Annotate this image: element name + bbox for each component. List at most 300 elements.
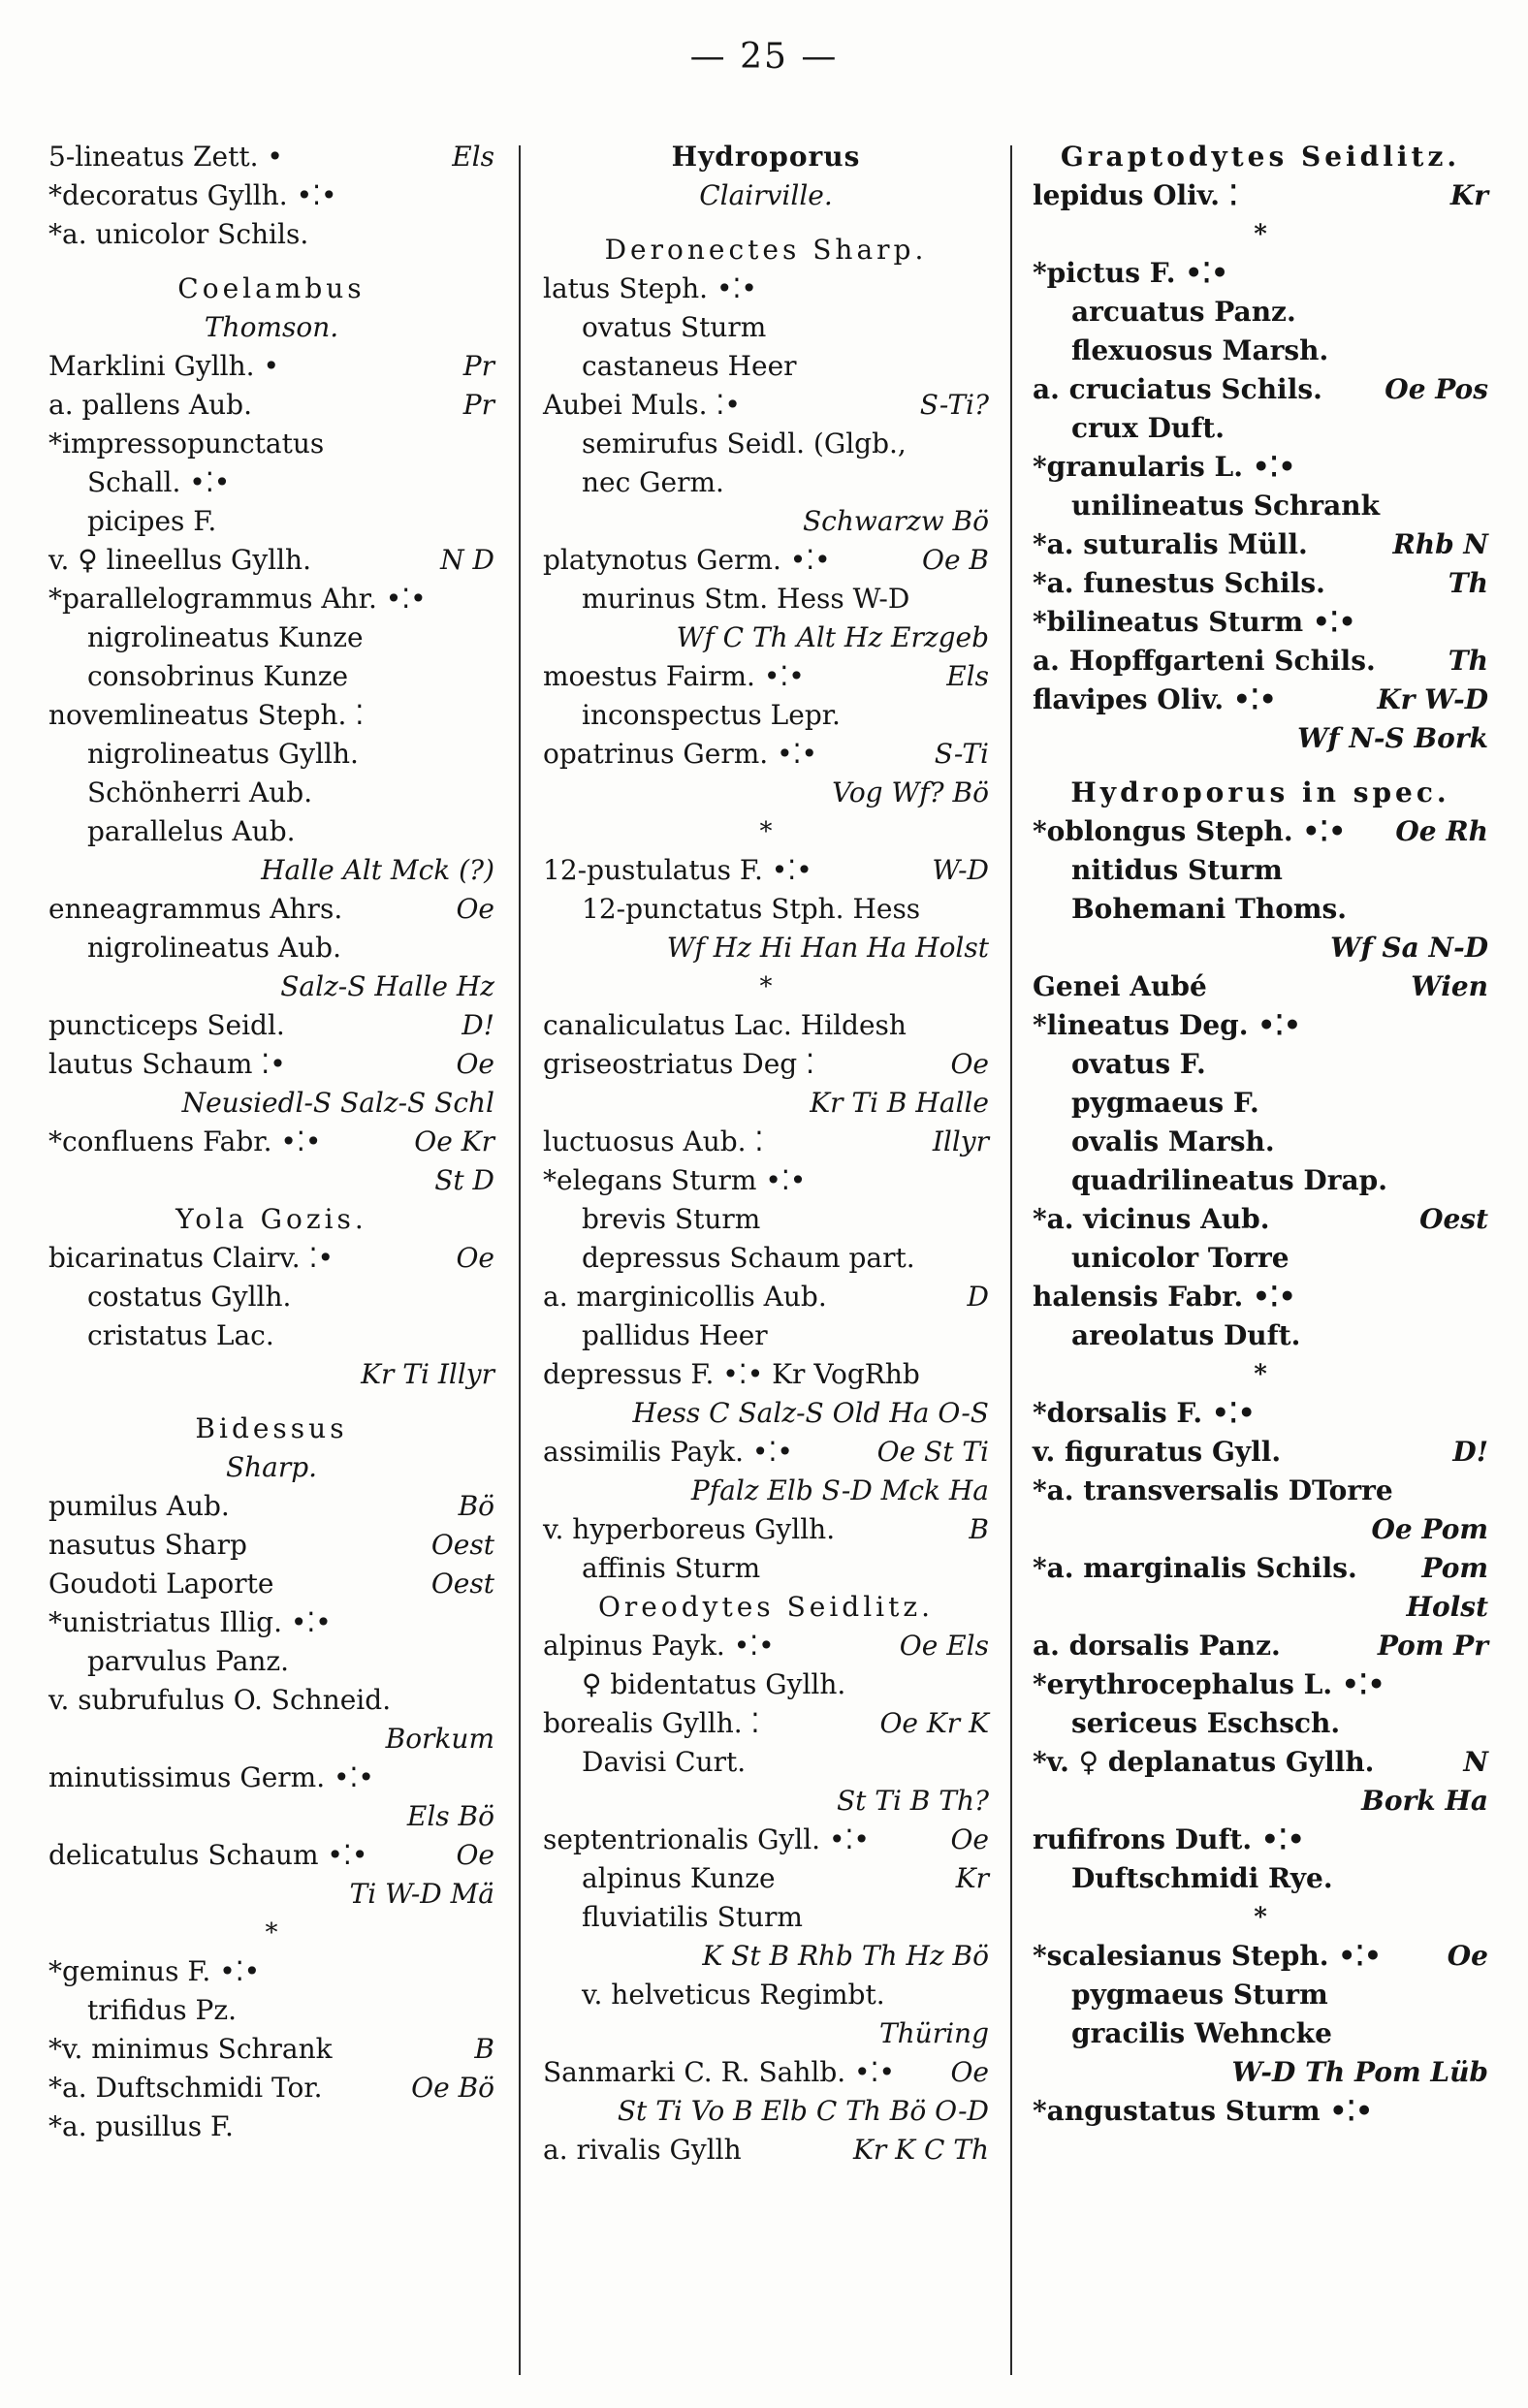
entry-line [48, 176, 494, 215]
entry-text: *pictus F. •⁚• [1033, 257, 1228, 289]
locality-abbrev: Kr W-D [1377, 683, 1488, 715]
locality-abbrev: Kr K C Th [852, 2134, 989, 2166]
entry-text: Coelambus [177, 272, 366, 304]
entry-text: Deronectes Sharp. [604, 234, 928, 266]
entry-line [543, 1821, 989, 1859]
entry-text: Hydroporus [671, 141, 861, 173]
entry-text: Salz-S Halle Hz [280, 970, 494, 1002]
entry-line [48, 1603, 494, 1642]
entry-text: 5-lineatus Zett. • [48, 141, 283, 173]
entry-text: Schönherri Aub. [87, 776, 313, 808]
entry-line [48, 1642, 494, 1681]
entry-text: flavipes Oliv. •⁚• [1033, 683, 1277, 715]
entry-line [1033, 525, 1488, 564]
entry-line [48, 735, 494, 774]
entry-line [48, 1836, 494, 1875]
entry-text: *unistriatus Illig. •⁚• [48, 1606, 332, 1638]
locality-abbrev: Pom [1421, 1552, 1488, 1584]
entry-text: semirufus Seidl. (Glgb., [582, 428, 907, 459]
entry-line [48, 1991, 494, 2030]
entry-text: unilineatus Schrank [1071, 490, 1381, 522]
entry-text: nec Germ. [582, 466, 724, 498]
entry-text: *a. pusillus F. [48, 2110, 234, 2142]
entry-line [1033, 1510, 1488, 1549]
entry-text: bicarinatus Clairv. ⁚• [48, 1242, 334, 1274]
locality-abbrev: Oe [456, 1048, 494, 1080]
locality-abbrev: Kr [1449, 179, 1488, 211]
entry-text: puncticeps Seidl. [48, 1009, 285, 1041]
entry-line [543, 1394, 989, 1433]
entry-line [48, 308, 494, 347]
entry-text: ovalis Marsh. [1071, 1125, 1275, 1157]
entry-text: Thüring [878, 2017, 989, 2049]
entry-text: ovatus Sturm [582, 311, 767, 343]
entry-line [48, 657, 494, 696]
entry-text: * [759, 972, 773, 1001]
entry-text: novemlineatus Steph. ⁚ [48, 699, 365, 731]
entry-line [543, 1976, 989, 2014]
entry-line [1033, 409, 1488, 448]
entry-line [543, 929, 989, 967]
separator-asterisk [543, 812, 989, 851]
entry-line [543, 618, 989, 657]
entry-text: a. Hopffgarteni Schils. [1033, 645, 1376, 677]
entry-line [48, 502, 494, 541]
column-1 [48, 138, 494, 2146]
entry-text: *confluens Fabr. •⁚• [48, 1125, 322, 1157]
entry-text: 12-punctatus Stph. Hess [582, 893, 921, 925]
entry-text: Marklini Gyllh. • [48, 350, 279, 382]
entry-line [48, 138, 494, 176]
entry-text: v. ♀ lineellus Gyllh. [48, 544, 311, 576]
entry-text: v. helveticus Regimbt. [582, 1979, 885, 2011]
entry-text: pallidus Heer [582, 1319, 768, 1351]
entry-text: nitidus Sturm [1071, 854, 1283, 886]
entry-text: *a. funestus Schils. [1033, 567, 1325, 599]
entry-line [48, 1006, 494, 1045]
entry-line [48, 774, 494, 812]
entry-line [1033, 1084, 1488, 1123]
section-heading [543, 231, 989, 269]
entry-line [1033, 1200, 1488, 1239]
entry-text: rufifrons Duft. •⁚• [1033, 1823, 1305, 1855]
entry-line [48, 1239, 494, 1278]
entry-text: affinis Sturm [582, 1552, 761, 1584]
entry-line [543, 1472, 989, 1510]
entry-line [1033, 642, 1488, 681]
locality-abbrev: B [969, 1513, 989, 1545]
column-divider-right [1010, 145, 1012, 2375]
locality-abbrev: Oest [430, 1529, 494, 1561]
locality-abbrev: Oe Kr [414, 1125, 494, 1157]
locality-abbrev: D [967, 1281, 989, 1313]
locality-abbrev: Pr [462, 389, 494, 421]
entry-text: Hydroporus in spec. [1070, 776, 1450, 808]
entry-text: *scalesianus Steph. •⁚• [1033, 1940, 1382, 1972]
entry-line [48, 1526, 494, 1565]
entry-text: *a. marginalis Schils. [1033, 1552, 1357, 1584]
entry-line [1033, 681, 1488, 719]
entry-text: fluviatilis Sturm [582, 1901, 803, 1933]
entry-line [1033, 890, 1488, 929]
entry-text: *parallelogrammus Ahr. •⁚• [48, 583, 427, 615]
entry-text: nigrolineatus Gyllh. [87, 738, 359, 770]
entry-text: halensis Fabr. •⁚• [1033, 1281, 1296, 1313]
entry-line [1033, 1704, 1488, 1743]
entry-text: Halle Alt Mck (?) [261, 854, 494, 886]
entry-text: W-D Th Pom Lüb [1231, 2056, 1488, 2088]
entry-line [543, 1200, 989, 1239]
entry-line [1033, 1161, 1488, 1200]
entry-text: pumilus Aub. [48, 1490, 230, 1522]
entry-line [1033, 1394, 1488, 1433]
entry-text: * [759, 817, 773, 846]
section-heading [48, 1200, 494, 1239]
locality-abbrev: D! [462, 1009, 494, 1041]
entry-line [48, 1355, 494, 1394]
entry-line [1033, 564, 1488, 603]
entry-line [543, 2053, 989, 2092]
entry-line [543, 1627, 989, 1665]
entry-line [48, 696, 494, 735]
locality-abbrev: Oe [950, 1048, 989, 1080]
entry-text: *a. suturalis Müll. [1033, 528, 1308, 560]
entry-line [1033, 176, 1488, 215]
entry-text: pygmaeus Sturm [1071, 1979, 1328, 2011]
entry-line [543, 176, 989, 215]
entry-line [543, 774, 989, 812]
locality-abbrev: Bö [458, 1490, 494, 1522]
locality-abbrev: Oe [456, 1839, 494, 1871]
entry-text: Thomson. [204, 311, 339, 343]
entry-text: Wf N-S Bork [1297, 722, 1488, 754]
entry-text: depressus Schaum part. [582, 1242, 915, 1274]
entry-line [1033, 2092, 1488, 2131]
entry-text: moestus Fairm. •⁚• [543, 660, 805, 692]
locality-abbrev: Oe Bö [411, 2072, 494, 2104]
entry-line [543, 735, 989, 774]
entry-text: St Ti Vo B Elb C Th Bö O-D [617, 2095, 989, 2127]
entry-line [1033, 1937, 1488, 1976]
entry-line [543, 1316, 989, 1355]
entry-line [48, 967, 494, 1006]
entry-text: *v. minimus Schrank [48, 2033, 333, 2065]
entry-line [543, 2014, 989, 2053]
entry-line [1033, 929, 1488, 967]
entry-line [543, 2131, 989, 2170]
entry-line [543, 425, 989, 463]
entry-text: nigrolineatus Aub. [87, 932, 341, 964]
entry-text: enneagrammus Ahrs. [48, 893, 343, 925]
entry-text: *erythrocephalus L. •⁚• [1033, 1668, 1385, 1700]
entry-line [543, 696, 989, 735]
entry-line [543, 1665, 989, 1704]
entry-text: a. dorsalis Panz. [1033, 1630, 1281, 1662]
entry-text: *a. unicolor Schils. [48, 218, 309, 250]
separator-asterisk [543, 967, 989, 1006]
entry-line [48, 541, 494, 580]
entry-text: a. pallens Aub. [48, 389, 252, 421]
entry-line [1033, 967, 1488, 1006]
column-2 [543, 138, 989, 2170]
locality-abbrev: D! [1452, 1436, 1488, 1468]
entry-line [543, 657, 989, 696]
entry-text: Wf Hz Hi Han Ha Holst [666, 932, 989, 964]
entry-line [48, 1161, 494, 1200]
entry-line [1033, 1123, 1488, 1161]
locality-abbrev: N [1463, 1746, 1488, 1778]
entry-text: inconspectus Lepr. [582, 699, 841, 731]
locality-abbrev: W-D [932, 854, 989, 886]
spacer [1033, 758, 1488, 774]
entry-text: * [265, 1918, 278, 1948]
entry-line [48, 929, 494, 967]
entry-line [1033, 254, 1488, 293]
entry-text: St Ti B Th? [836, 1785, 989, 1817]
entry-text: Oe Pom [1371, 1513, 1488, 1545]
entry-line [1033, 1782, 1488, 1821]
entry-line [543, 851, 989, 890]
entry-line [48, 1278, 494, 1316]
locality-abbrev: Oe Pos [1385, 373, 1488, 405]
column-3 [1033, 138, 1488, 2131]
entry-text: Ti W-D Mä [349, 1878, 494, 1910]
entry-text: platynotus Germ. •⁚• [543, 544, 831, 576]
entry-text: a. marginicollis Aub. [543, 1281, 827, 1313]
entry-text: Pfalz Elb S-D Mck Ha [690, 1474, 989, 1506]
entry-line [1033, 2053, 1488, 2092]
column-divider-left [519, 145, 521, 2375]
entry-line [48, 2069, 494, 2107]
section-heading [1033, 774, 1488, 812]
entry-text: murinus Stm. Hess W-D [582, 583, 910, 615]
entry-line [1033, 370, 1488, 409]
entry-text: *impressopunctatus [48, 428, 325, 459]
entry-text: ovatus F. [1071, 1048, 1206, 1080]
locality-abbrev: Oe [1447, 1940, 1488, 1972]
entry-line [48, 1448, 494, 1487]
entry-line [543, 1355, 989, 1394]
entry-text: a. cruciatus Schils. [1033, 373, 1322, 405]
locality-abbrev: Oe [456, 893, 494, 925]
entry-line [48, 1952, 494, 1991]
entry-line [1033, 1743, 1488, 1782]
section-heading [543, 1588, 989, 1627]
entry-text: borealis Gyllh. ⁚ [543, 1707, 760, 1739]
entry-line [1033, 603, 1488, 642]
section-heading [48, 1410, 494, 1448]
entry-text: ♀ bidentatus Gyllh. [582, 1668, 846, 1700]
entry-line [48, 1316, 494, 1355]
entry-text: alpinus Kunze [582, 1862, 776, 1894]
locality-abbrev: Oe B [921, 544, 989, 576]
entry-line [543, 1549, 989, 1588]
locality-abbrev: Th [1448, 567, 1488, 599]
entry-line [1033, 851, 1488, 890]
entry-text: v. hyperboreus Gyllh. [543, 1513, 836, 1545]
entry-line [543, 1898, 989, 1937]
locality-abbrev: Els [452, 141, 494, 173]
locality-abbrev: Pr [462, 350, 494, 382]
locality-abbrev: Wien [1411, 970, 1488, 1002]
entry-line [543, 1123, 989, 1161]
entry-line [543, 2092, 989, 2131]
entry-text: Bidessus [195, 1412, 348, 1444]
entry-text: *angustatus Sturm •⁚• [1033, 2095, 1374, 2127]
entry-text: septentrionalis Gyll. •⁚• [543, 1823, 870, 1855]
entry-text: Yola Gozis. [175, 1203, 367, 1235]
entry-text: opatrinus Germ. •⁚• [543, 738, 818, 770]
entry-line [543, 1743, 989, 1782]
entry-line [1033, 332, 1488, 370]
entry-text: areolatus Duft. [1071, 1319, 1301, 1351]
entry-line [1033, 448, 1488, 487]
entry-text: *geminus F. •⁚• [48, 1955, 261, 1987]
entry-text: parallelus Aub. [87, 815, 296, 847]
locality-abbrev: S-Ti [934, 738, 989, 770]
entry-line [543, 1239, 989, 1278]
entry-text: Vog Wf? Bö [832, 776, 989, 808]
locality-abbrev: S-Ti? [919, 389, 989, 421]
entry-text: pygmaeus F. [1071, 1087, 1259, 1119]
entry-text: castaneus Heer [582, 350, 797, 382]
locality-abbrev: Th [1448, 645, 1488, 677]
entry-line [1033, 1433, 1488, 1472]
entry-line [543, 308, 989, 347]
locality-abbrev: Oe [950, 1823, 989, 1855]
entry-line [1033, 719, 1488, 758]
entry-text: luctuosus Aub. ⁚ [543, 1125, 764, 1157]
entry-line [1033, 1588, 1488, 1627]
entry-line [1033, 293, 1488, 332]
entry-text: *bilineatus Sturm •⁚• [1033, 606, 1356, 638]
separator-asterisk [1033, 215, 1488, 254]
locality-abbrev: Illyr [932, 1125, 989, 1157]
entry-text: depressus F. •⁚• Kr VogRhb [543, 1358, 920, 1390]
entry-text: *lineatus Deg. •⁚• [1033, 1009, 1301, 1041]
entry-text: a. rivalis Gyllh [543, 2134, 742, 2166]
entry-text: *elegans Sturm •⁚• [543, 1164, 807, 1196]
locality-abbrev: Oest [1419, 1203, 1488, 1235]
locality-abbrev: Oe [950, 2056, 989, 2088]
entry-text: *oblongus Steph. •⁚• [1033, 815, 1347, 847]
entry-text: delicatulus Schaum •⁚• [48, 1839, 368, 1871]
entry-line [543, 386, 989, 425]
entry-line [48, 1123, 494, 1161]
section-heading [48, 269, 494, 308]
entry-line [48, 2107, 494, 2146]
entry-line [543, 502, 989, 541]
entry-line [48, 463, 494, 502]
locality-abbrev: Oe Kr K [879, 1707, 989, 1739]
entry-line [48, 1875, 494, 1914]
entry-line [543, 1084, 989, 1123]
entry-line [543, 138, 989, 176]
entry-text: Sharp. [225, 1451, 318, 1483]
entry-line [543, 1704, 989, 1743]
entry-line [543, 1161, 989, 1200]
entry-line [1033, 1239, 1488, 1278]
entry-line [543, 1433, 989, 1472]
entry-line [543, 1006, 989, 1045]
locality-abbrev: Oe Rh [1395, 815, 1488, 847]
entry-line [1033, 1006, 1488, 1045]
entry-text: gracilis Wehncke [1071, 2017, 1332, 2049]
entry-text: alpinus Payk. •⁚• [543, 1630, 775, 1662]
entry-text: consobrinus Kunze [87, 660, 349, 692]
entry-line [1033, 1665, 1488, 1704]
entry-line [48, 580, 494, 618]
entry-line [543, 1045, 989, 1084]
entry-text: Aubei Muls. ⁚• [543, 389, 741, 421]
entry-text: picipes F. [87, 505, 217, 537]
entry-line [48, 1084, 494, 1123]
entry-text: parvulus Panz. [87, 1645, 290, 1677]
entry-line [543, 463, 989, 502]
entry-text: * [1254, 220, 1267, 249]
entry-text: Kr Ti Illyr [361, 1358, 494, 1390]
entry-text: * [1254, 1903, 1267, 1932]
entry-line [48, 851, 494, 890]
entry-line [48, 1487, 494, 1526]
entry-text: Kr Ti B Halle [810, 1087, 989, 1119]
entry-text: Schall. •⁚• [87, 466, 231, 498]
entry-line [48, 425, 494, 463]
entry-text: K St B Rhb Th Hz Bö [702, 1940, 989, 1972]
entry-line [48, 215, 494, 254]
entry-text: Oreodytes Seidlitz. [597, 1591, 935, 1623]
entry-line [543, 347, 989, 386]
entry-text: *a. Duftschmidi Tor. [48, 2072, 323, 2104]
entry-text: Holst [1406, 1591, 1488, 1623]
entry-line [543, 580, 989, 618]
entry-text: quadrilineatus Drap. [1071, 1164, 1387, 1196]
entry-text: Goudoti Laporte [48, 1568, 274, 1600]
entry-text: arcuatus Panz. [1071, 296, 1296, 328]
entry-line [543, 1510, 989, 1549]
entry-text: 12-pustulatus F. •⁚• [543, 854, 812, 886]
separator-asterisk [48, 1914, 494, 1952]
entry-text: griseostriatus Deg ⁚ [543, 1048, 815, 1080]
locality-abbrev: Pom Pr [1377, 1630, 1488, 1662]
entry-line [48, 1797, 494, 1836]
entry-line [543, 1782, 989, 1821]
entry-text: Els Bö [406, 1800, 494, 1832]
entry-text: St D [434, 1164, 494, 1196]
spacer [48, 254, 494, 269]
entry-text: brevis Sturm [582, 1203, 761, 1235]
entry-text: Genei Aubé [1033, 970, 1207, 1002]
entry-text: * [1254, 1360, 1267, 1389]
entry-text: crux Duft. [1071, 412, 1225, 444]
locality-abbrev: Kr [955, 1862, 989, 1894]
spacer [543, 215, 989, 231]
entry-line [1033, 1976, 1488, 2014]
entry-text: Duftschmidi Rye. [1071, 1862, 1333, 1894]
entry-line [1033, 1045, 1488, 1084]
entry-line [1033, 1316, 1488, 1355]
entry-line [543, 541, 989, 580]
entry-text: *a. vicinus Aub. [1033, 1203, 1270, 1235]
entry-line [48, 347, 494, 386]
entry-text: Clairville. [699, 179, 833, 211]
entry-line [1033, 487, 1488, 525]
entry-text: assimilis Payk. •⁚• [543, 1436, 793, 1468]
entry-line [1033, 1821, 1488, 1859]
entry-line [1033, 1627, 1488, 1665]
entry-text: nigrolineatus Kunze [87, 621, 364, 653]
entry-line [48, 1720, 494, 1758]
